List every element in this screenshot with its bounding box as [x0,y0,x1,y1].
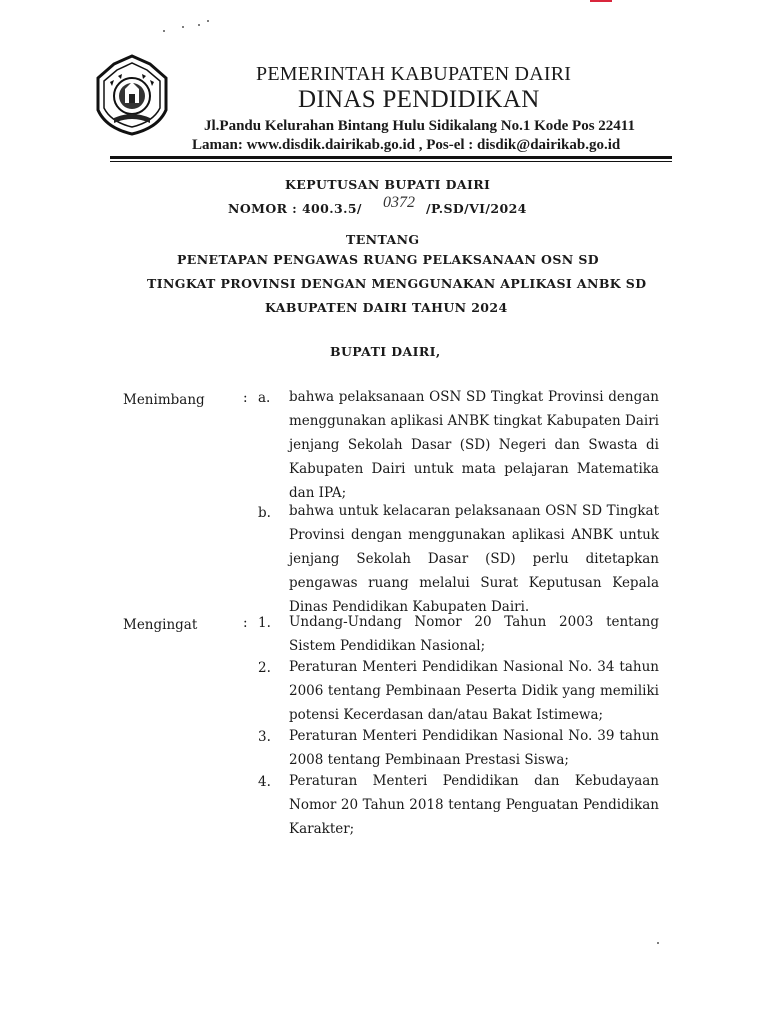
letterhead-rule-thin [110,161,672,162]
letterhead-government: PEMERINTAH KABUPATEN DAIRI [256,63,572,85]
mengingat-mark-4: 4. [258,774,271,790]
about-label: TENTANG [346,232,420,247]
letterhead-agency: DINAS PENDIDIKAN [298,86,540,113]
scan-speck [657,942,659,944]
mengingat-mark-1: 1. [258,615,271,631]
decree-number-suffix: /P.SD/VI/2024 [426,201,527,216]
issuer: BUPATI DAIRI, [330,344,441,359]
letterhead-contact: Laman: www.disdik.dairikab.go.id , Pos-el : disdik@dairikab.go.id [192,137,621,153]
menimbang-item-a: bahwa pelaksanaan OSN SD Tingkat Provinsi dengan menggunakan aplikasi ANBK tingkat Kabupaten Dairi jenjang Sekolah Dasar (SD) Negeri dan Swasta di Kabupaten Dairi untuk mata pelajaran Matematika dan IPA; [289,389,659,501]
mengingat-colon: : [243,615,248,631]
decree-number-prefix: NOMOR : 400.3.5/ [228,201,362,216]
mengingat-item-2: Peraturan Menteri Pendidikan Nasional No. 34 tahun 2006 tentang Pembinaan Peserta Didik yang memiliki potensi Kecerdasan dan/atau Bakat Istimewa; [289,659,659,723]
scan-speck [207,20,209,22]
subject-line-2: TINGKAT PROVINSI DENGAN MENGGUNAKAN APLIKASI ANBK SD [147,276,647,291]
menimbang-mark-b: b. [258,505,271,521]
scan-red-mark [590,0,612,2]
decree-number-handwritten: 0372 [383,194,415,211]
letterhead-address: Jl.Pandu Kelurahan Bintang Hulu Sidikalang No.1 Kode Pos 22411 [204,118,635,134]
subject-line-3: KABUPATEN DAIRI TAHUN 2024 [265,300,508,315]
menimbang-colon: : [243,390,248,406]
mengingat-mark-2: 2. [258,660,271,676]
scan-speck [163,30,165,32]
menimbang-label: Menimbang [123,392,205,408]
mengingat-item-1: Undang-Undang Nomor 20 Tahun 2003 tentang Sistem Pendidikan Nasional; [289,614,659,654]
mengingat-mark-3: 3. [258,729,271,745]
mengingat-item-4: Peraturan Menteri Pendidikan dan Kebudayaan Nomor 20 Tahun 2018 tentang Penguatan Pendidikan Karakter; [289,773,659,837]
mengingat-label: Mengingat [123,617,198,633]
subject-line-1: PENETAPAN PENGAWAS RUANG PELAKSANAAN OSN SD [177,252,600,267]
scan-speck [182,26,184,28]
regency-emblem-icon [92,52,172,136]
letterhead-rule [110,156,672,159]
scan-speck [198,24,200,26]
menimbang-item-b: bahwa untuk kelacaran pelaksanaan OSN SD Tingkat Provinsi dengan menggunakan aplikasi ANBK untuk jenjang Sekolah Dasar (SD) perlu ditetapkan pengawas ruang melalui Surat Keputusan Kepala Dinas Pendidikan Kabupaten Dairi. [289,503,659,615]
mengingat-item-3: Peraturan Menteri Pendidikan Nasional No. 39 tahun 2008 tentang Pembinaan Prestasi Siswa; [289,728,659,768]
decree-title: KEPUTUSAN BUPATI DAIRI [285,177,491,192]
menimbang-mark-a: a. [258,390,271,406]
